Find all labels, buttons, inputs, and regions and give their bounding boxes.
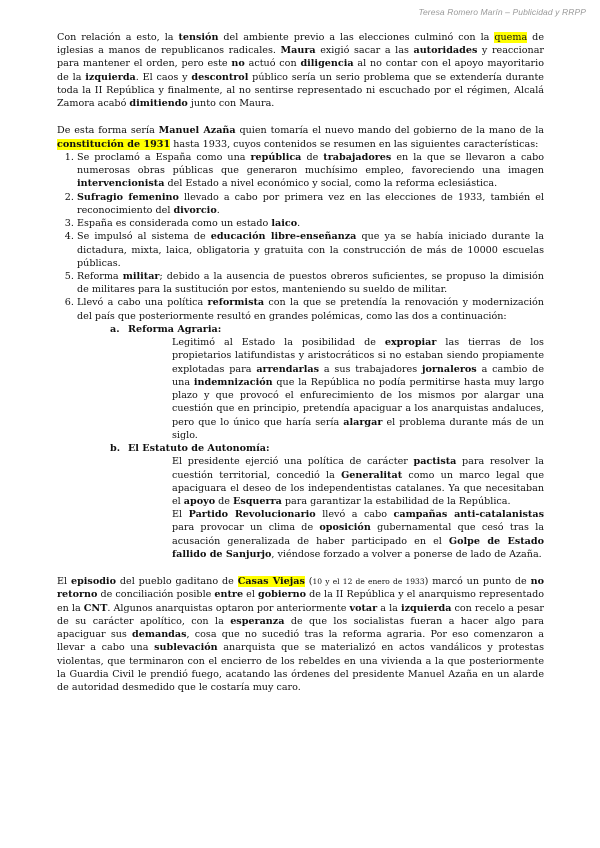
paragraph-manuel-azana: De esta forma sería Manuel Azaña quien tomaría el nuevo mando del gobierno de la mano de la constitución de 1931 hasta 1933, cuyos contenidos se resumen en las siguientes características: (57, 125, 544, 150)
page-header: Teresa Romero Marín – Publicidad y RRPP (418, 7, 586, 17)
paragraph-reforma-agraria: Legitimó al Estado la posibilidad de expropiar las tierras de los propietarios latifundistas y aristocráticos si no estaban siendo propiamente explotadas para arrendarlas a sus trabajadores jornaleros a cambio de una indemnización que la República no podía permitirse hasta muy largo plazo y que provocó el enfurecimiento de los mismos por alargar una cuestión que en principio, pretendía apaciguar a los anarquistas andaluces, pero que lo único que haría sería alargar el problema durante más de un siglo. (172, 337, 545, 441)
subheading-estatuto-autonomia: b. El Estatuto de Autonomía: (110, 443, 270, 455)
paragraph-quema-iglesias: Con relación a esto, la tensión del ambiente previo a las elecciones culminó con la quema de iglesias a manos de republicanos radicales. Maura exigió sacar a las autoridades y reaccionar para mantener el orden, pero este no actuó con diligencia al no contar con el apoyo mayoritario de la izquierda. El caos y descontrol público sería un serio problema que se extendería durante toda la II República y finalmente, al no sentirse representado ni escuchado por el régimen, Alcalá Zamora acabó dimitiendo junto con Maura. (57, 32, 545, 110)
paragraph-estatuto-autonomia: El presidente ejerció una política de carácter pactista para resolver la cuestión territorial, concedió la Generalitat como un marco legal que apaciguara el deseo de los independentistas catalanes. Ya que necesitaban el apoyo de Esquerra para garantizar la estabilidad de la República. (172, 456, 545, 507)
paragraph-partido-revolucionario: El Partido Revolucionario llevó a cabo campañas anti-catalanistas para provocar un clima de oposición gubernamental que cesó tras la acusación generalizada de haber participado en el Golpe de Estado fallido de Sanjurjo, viéndose forzado a volver a ponerse de lado de Azaña. (172, 509, 544, 560)
list-item: 2. Sufragio femenino llevado a cabo por primera vez en las elecciones de 1933, también el reconocimiento del divorcio. (77, 191, 544, 217)
highlight-quema: quema (494, 32, 528, 43)
list-item: 5. Reforma militar; debido a la ausencia de puestos obreros suficientes, se propuso la dimisión de militares para la sustitución por estos, manteniendo su sueldo de militar. (77, 270, 544, 296)
list-item: 3. España es considerada como un estado laico. (77, 217, 544, 230)
list-item: 6. Llevó a cabo una política reformista con la que se pretendía la renovación y modernización del país que posteriormente resultó en grandes polémicas, como las dos a continuación: (77, 296, 544, 322)
characteristics-list (57, 151, 544, 323)
paragraph-casas-viejas: El episodio del pueblo gaditano de Casas Viejas (10 y el 12 de enero de 1933) marcó un punto de no retorno de conciliación posible entre el gobierno de la II República y el anarquismo representado en la CNT. Algunos anarquistas optaron por anteriormente votar a la izquierda con recelo a pesar de su carácter apolítico, con la esperanza de que los socialistas fueran a hacer algo para apaciguar sus demandas, cosa que no sucedió tras la reforma agraria. Por eso comenzaron a llevar a cabo una sublevación anarquista que se materializó en actos vandálicos y protestas violentas, que terminaron con el encierro de los rebeldes en una vivienda a la que posteriormente la Guardia Civil le prendió fuego, acatando las órdenes del presidente Manuel Azaña en un alarde de autoridad desmedido que le costaría muy caro. (57, 576, 545, 694)
list-item: 4. Se impulsó al sistema de educación libre-enseñanza que ya se había iniciado durante la dictadura, mixta, laica, obligatoria y gratuita con la construcción de más de 10000 escuelas públicas. (77, 230, 544, 270)
highlight-casas-viejas: Casas Viejas (237, 576, 305, 588)
subheading-reforma-agraria: a. Reforma Agraria: (110, 323, 222, 335)
highlight-constitucion: constitución de 1931 (57, 138, 171, 150)
document-body (57, 31, 544, 694)
list-item: 1. Se proclamó a España como una república de trabajadores en la que se llevaron a cabo numerosas obras públicas que generaron muchísimo empleo, favoreciendo una imagen intervencionista del Estado a nivel económico y social, como la reforma eclesiástica. (77, 151, 544, 191)
